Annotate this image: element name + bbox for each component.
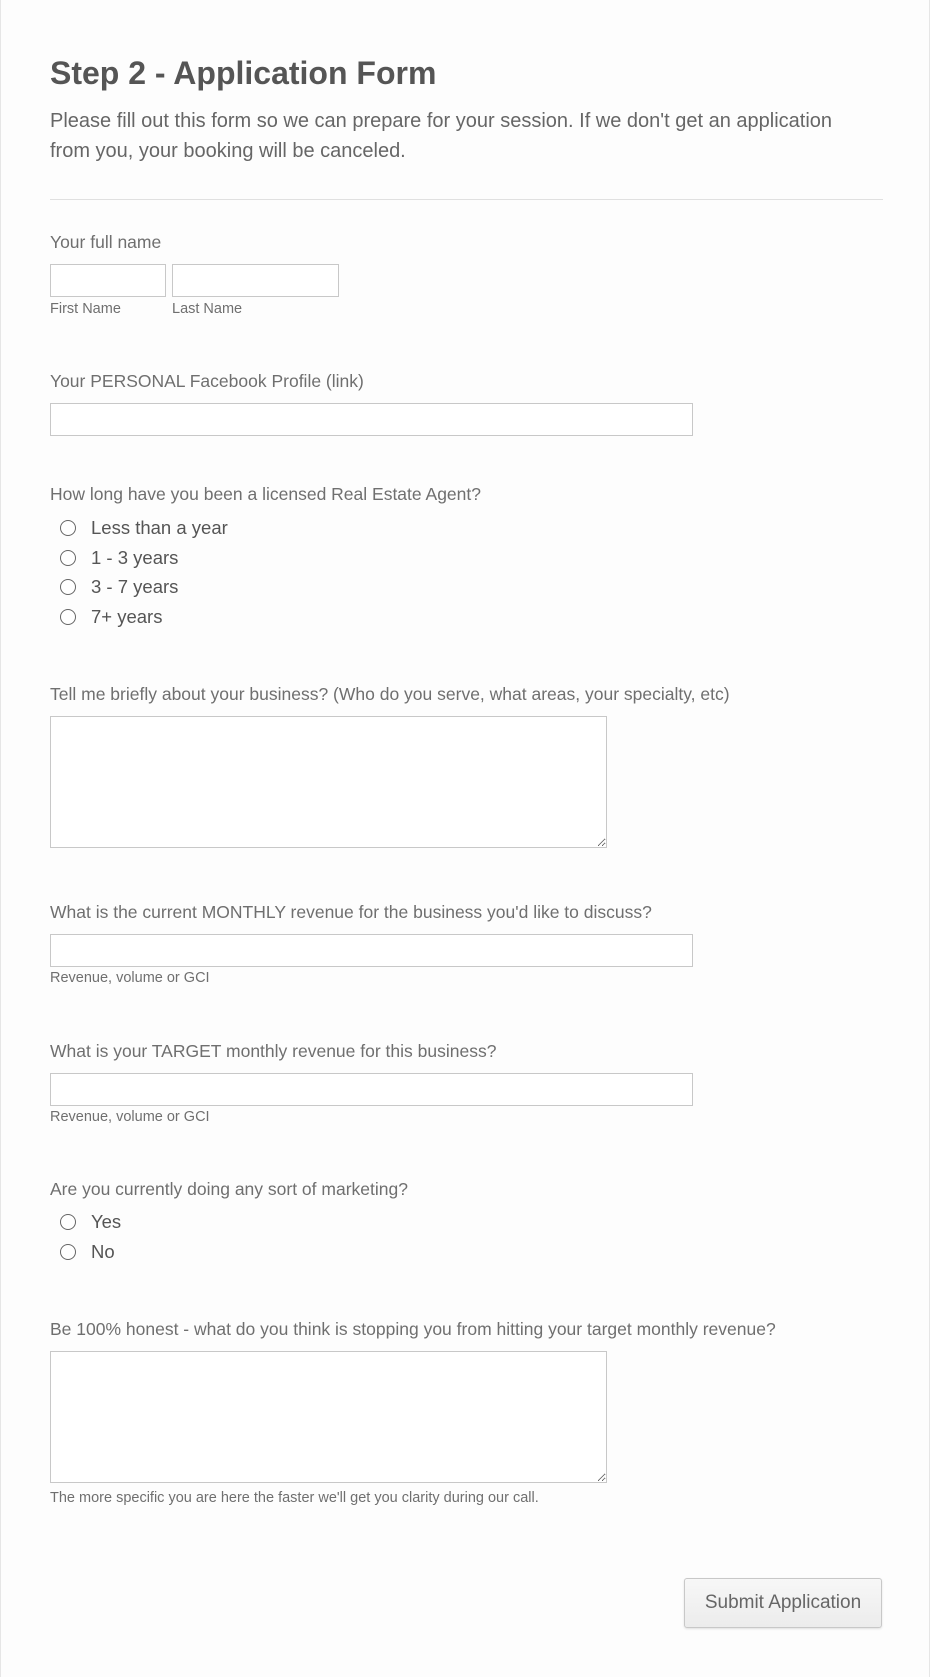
target-revenue-help: Revenue, volume or GCI (50, 1109, 210, 1125)
radio-option-label: Less than a year (91, 517, 228, 538)
form-title: Step 2 - Application Form (50, 55, 437, 91)
radio-option-label: 3 - 7 years (91, 576, 179, 597)
licensed-option-3-7-years[interactable] (60, 575, 178, 599)
form-description: Please fill out this form so we can prepare for your session. If we don't get an application from you, your booking will be canceled. (50, 110, 833, 162)
business-description-label: Tell me briefly about your business? (Who do you serve, what areas, your specialty, etc) (50, 684, 730, 704)
radio-button[interactable] (60, 550, 76, 566)
monthly-revenue-label: What is the current MONTHLY revenue for the business you'd like to discuss? (50, 902, 652, 922)
obstacles-textarea[interactable] (50, 1351, 607, 1483)
licensed-option-less-than-year[interactable] (60, 516, 228, 540)
radio-option-label: 7+ years (91, 606, 163, 627)
business-description-textarea[interactable] (50, 716, 607, 848)
radio-button[interactable] (60, 609, 76, 625)
marketing-question-label: Are you currently doing any sort of marketing? (50, 1179, 408, 1199)
last-name-input[interactable] (172, 264, 339, 297)
submit-application-button[interactable]: Submit Application (684, 1578, 882, 1628)
obstacles-help: The more specific you are here the faster we'll get you clarity during our call. (50, 1490, 539, 1506)
first-name-input[interactable] (50, 264, 166, 297)
marketing-option-no[interactable] (60, 1240, 115, 1264)
marketing-option-yes[interactable] (60, 1210, 121, 1234)
licensed-duration-label: How long have you been a licensed Real Estate Agent? (50, 484, 481, 504)
target-revenue-input[interactable] (50, 1073, 693, 1106)
radio-button[interactable] (60, 1244, 76, 1260)
licensed-option-1-3-years[interactable] (60, 546, 178, 570)
radio-button[interactable] (60, 1214, 76, 1230)
radio-option-label: No (91, 1241, 115, 1262)
facebook-profile-input[interactable] (50, 403, 693, 436)
radio-option-label: Yes (91, 1211, 122, 1232)
radio-button[interactable] (60, 579, 76, 595)
obstacles-question-label: Be 100% honest - what do you think is stopping you from hitting your target monthly revenue? (50, 1319, 776, 1339)
full-name-label: Your full name (50, 232, 162, 252)
last-name-sublabel: Last Name (172, 301, 243, 317)
facebook-profile-label: Your PERSONAL Facebook Profile (link) (50, 371, 364, 391)
licensed-option-7-plus-years[interactable] (60, 605, 162, 629)
monthly-revenue-help: Revenue, volume or GCI (50, 970, 210, 986)
monthly-revenue-input[interactable] (50, 934, 693, 967)
target-revenue-label: What is your TARGET monthly revenue for this business? (50, 1041, 497, 1061)
radio-button[interactable] (60, 520, 76, 536)
first-name-sublabel: First Name (50, 301, 121, 317)
header-divider (50, 199, 883, 200)
radio-option-label: 1 - 3 years (91, 547, 179, 568)
